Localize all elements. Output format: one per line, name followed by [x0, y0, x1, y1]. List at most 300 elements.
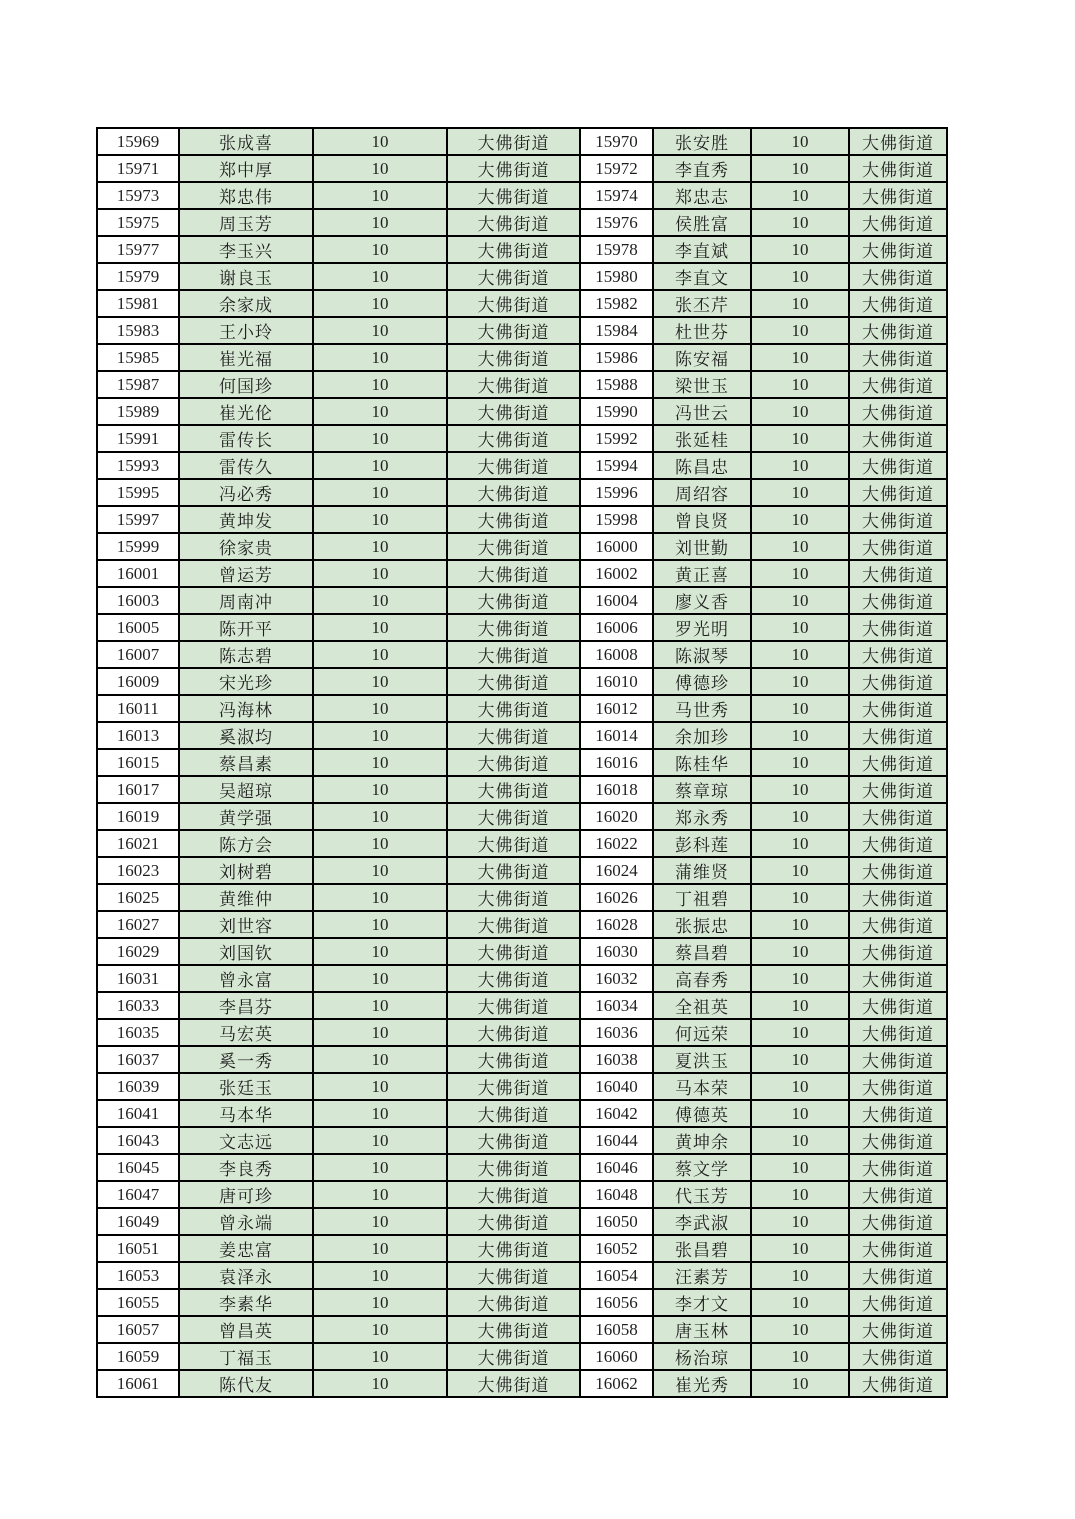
- score-cell: 10: [313, 155, 447, 182]
- table-row: [97, 506, 947, 533]
- serial-cell: 16038: [580, 1046, 653, 1073]
- district-cell: 大佛街道: [447, 803, 580, 830]
- score-cell: 10: [751, 992, 849, 1019]
- serial-cell: 16037: [97, 1046, 179, 1073]
- table-row: [97, 722, 947, 749]
- serial-cell: 16054: [580, 1262, 653, 1289]
- name-cell: 梁世玉: [653, 371, 751, 398]
- serial-cell: 16055: [97, 1289, 179, 1316]
- name-cell: 丁祖碧: [653, 884, 751, 911]
- name-cell: 徐家贵: [179, 533, 313, 560]
- name-cell: 李玉兴: [179, 236, 313, 263]
- score-cell: 10: [313, 452, 447, 479]
- name-cell: 黄学强: [179, 803, 313, 830]
- name-cell: 陈昌忠: [653, 452, 751, 479]
- name-cell: 崔光伦: [179, 398, 313, 425]
- district-cell: 大佛街道: [849, 1100, 947, 1127]
- score-cell: 10: [751, 695, 849, 722]
- serial-cell: 16019: [97, 803, 179, 830]
- serial-cell: 16026: [580, 884, 653, 911]
- district-cell: 大佛街道: [447, 1316, 580, 1343]
- name-cell: 蔡文学: [653, 1154, 751, 1181]
- district-cell: 大佛街道: [447, 965, 580, 992]
- serial-cell: 16046: [580, 1154, 653, 1181]
- district-cell: 大佛街道: [447, 695, 580, 722]
- district-cell: 大佛街道: [447, 776, 580, 803]
- name-cell: 陈淑琴: [653, 641, 751, 668]
- serial-cell: 16036: [580, 1019, 653, 1046]
- table-row: [97, 776, 947, 803]
- score-cell: 10: [313, 506, 447, 533]
- district-cell: 大佛街道: [849, 965, 947, 992]
- name-cell: 姜忠富: [179, 1235, 313, 1262]
- name-cell: 奚一秀: [179, 1046, 313, 1073]
- district-cell: 大佛街道: [447, 452, 580, 479]
- table-row: [97, 344, 947, 371]
- table-row: [97, 155, 947, 182]
- score-cell: 10: [751, 911, 849, 938]
- score-cell: 10: [751, 344, 849, 371]
- serial-cell: 15969: [97, 128, 179, 155]
- district-cell: 大佛街道: [849, 1073, 947, 1100]
- serial-cell: 16032: [580, 965, 653, 992]
- serial-cell: 16024: [580, 857, 653, 884]
- table-row: [97, 587, 947, 614]
- name-cell: 张成喜: [179, 128, 313, 155]
- district-cell: 大佛街道: [849, 1316, 947, 1343]
- name-cell: 黄坤发: [179, 506, 313, 533]
- score-cell: 10: [751, 857, 849, 884]
- score-cell: 10: [751, 722, 849, 749]
- serial-cell: 16033: [97, 992, 179, 1019]
- serial-cell: 16002: [580, 560, 653, 587]
- serial-cell: 15975: [97, 209, 179, 236]
- table-row: [97, 560, 947, 587]
- serial-cell: 15974: [580, 182, 653, 209]
- name-cell: 崔光秀: [653, 1370, 751, 1397]
- serial-cell: 16047: [97, 1181, 179, 1208]
- name-cell: 冯必秀: [179, 479, 313, 506]
- district-cell: 大佛街道: [447, 371, 580, 398]
- district-cell: 大佛街道: [849, 1289, 947, 1316]
- district-cell: 大佛街道: [447, 1127, 580, 1154]
- table-row: [97, 1289, 947, 1316]
- table-row: [97, 1127, 947, 1154]
- district-cell: 大佛街道: [849, 344, 947, 371]
- table-row: [97, 1370, 947, 1397]
- district-cell: 大佛街道: [849, 614, 947, 641]
- serial-cell: 16021: [97, 830, 179, 857]
- name-cell: 傅德珍: [653, 668, 751, 695]
- district-cell: 大佛街道: [849, 182, 947, 209]
- score-cell: 10: [751, 1289, 849, 1316]
- district-cell: 大佛街道: [447, 317, 580, 344]
- score-cell: 10: [313, 722, 447, 749]
- score-cell: 10: [313, 317, 447, 344]
- name-cell: 郑忠伟: [179, 182, 313, 209]
- district-cell: 大佛街道: [447, 1208, 580, 1235]
- district-cell: 大佛街道: [849, 317, 947, 344]
- table-row: [97, 1316, 947, 1343]
- score-cell: 10: [313, 857, 447, 884]
- serial-cell: 15989: [97, 398, 179, 425]
- district-cell: 大佛街道: [849, 452, 947, 479]
- score-cell: 10: [751, 533, 849, 560]
- district-cell: 大佛街道: [849, 371, 947, 398]
- name-cell: 宋光珍: [179, 668, 313, 695]
- serial-cell: 16013: [97, 722, 179, 749]
- table-row: [97, 668, 947, 695]
- score-cell: 10: [313, 425, 447, 452]
- score-cell: 10: [751, 1181, 849, 1208]
- serial-cell: 16043: [97, 1127, 179, 1154]
- serial-cell: 15979: [97, 263, 179, 290]
- name-cell: 蒲维贤: [653, 857, 751, 884]
- district-cell: 大佛街道: [447, 344, 580, 371]
- district-cell: 大佛街道: [447, 668, 580, 695]
- score-cell: 10: [313, 1154, 447, 1181]
- name-cell: 吴超琼: [179, 776, 313, 803]
- serial-cell: 16012: [580, 695, 653, 722]
- name-cell: 马世秀: [653, 695, 751, 722]
- district-cell: 大佛街道: [849, 1127, 947, 1154]
- name-cell: 余家成: [179, 290, 313, 317]
- name-cell: 刘树碧: [179, 857, 313, 884]
- table-row: [97, 884, 947, 911]
- table-row: [97, 263, 947, 290]
- score-cell: 10: [751, 884, 849, 911]
- score-cell: 10: [751, 1019, 849, 1046]
- serial-cell: 15996: [580, 479, 653, 506]
- district-cell: 大佛街道: [849, 1154, 947, 1181]
- score-cell: 10: [313, 182, 447, 209]
- table-row: [97, 938, 947, 965]
- score-cell: 10: [751, 560, 849, 587]
- name-cell: 崔光福: [179, 344, 313, 371]
- score-cell: 10: [313, 560, 447, 587]
- table-row: [97, 857, 947, 884]
- district-cell: 大佛街道: [447, 587, 580, 614]
- district-cell: 大佛街道: [447, 263, 580, 290]
- name-cell: 奚淑均: [179, 722, 313, 749]
- score-cell: 10: [313, 992, 447, 1019]
- score-cell: 10: [313, 695, 447, 722]
- score-cell: 10: [751, 1127, 849, 1154]
- district-cell: 大佛街道: [849, 425, 947, 452]
- serial-cell: 16020: [580, 803, 653, 830]
- district-cell: 大佛街道: [447, 884, 580, 911]
- name-cell: 张昌碧: [653, 1235, 751, 1262]
- district-cell: 大佛街道: [849, 1208, 947, 1235]
- table-row: [97, 803, 947, 830]
- serial-cell: 16048: [580, 1181, 653, 1208]
- table-row: [97, 1046, 947, 1073]
- district-cell: 大佛街道: [447, 533, 580, 560]
- district-cell: 大佛街道: [447, 560, 580, 587]
- serial-cell: 15999: [97, 533, 179, 560]
- table-row: [97, 830, 947, 857]
- serial-cell: 16014: [580, 722, 653, 749]
- score-cell: 10: [751, 425, 849, 452]
- name-cell: 陈志碧: [179, 641, 313, 668]
- serial-cell: 15998: [580, 506, 653, 533]
- score-cell: 10: [313, 830, 447, 857]
- name-cell: 杜世芬: [653, 317, 751, 344]
- district-cell: 大佛街道: [447, 722, 580, 749]
- district-cell: 大佛街道: [447, 155, 580, 182]
- district-cell: 大佛街道: [447, 1262, 580, 1289]
- score-cell: 10: [313, 1181, 447, 1208]
- score-cell: 10: [751, 398, 849, 425]
- serial-cell: 16000: [580, 533, 653, 560]
- table-row: [97, 749, 947, 776]
- score-cell: 10: [751, 668, 849, 695]
- score-cell: 10: [751, 776, 849, 803]
- district-cell: 大佛街道: [849, 1046, 947, 1073]
- name-cell: 代玉芳: [653, 1181, 751, 1208]
- serial-cell: 16003: [97, 587, 179, 614]
- score-cell: 10: [751, 1073, 849, 1100]
- serial-cell: 15976: [580, 209, 653, 236]
- district-cell: 大佛街道: [849, 209, 947, 236]
- table-row: [97, 290, 947, 317]
- name-cell: 侯胜富: [653, 209, 751, 236]
- name-cell: 全祖英: [653, 992, 751, 1019]
- name-cell: 黄维仲: [179, 884, 313, 911]
- serial-cell: 15985: [97, 344, 179, 371]
- serial-cell: 15997: [97, 506, 179, 533]
- score-cell: 10: [751, 641, 849, 668]
- table-row: [97, 1343, 947, 1370]
- table-row: [97, 695, 947, 722]
- serial-cell: 16025: [97, 884, 179, 911]
- score-cell: 10: [751, 1262, 849, 1289]
- serial-cell: 15972: [580, 155, 653, 182]
- name-cell: 傅德英: [653, 1100, 751, 1127]
- score-cell: 10: [751, 1208, 849, 1235]
- name-cell: 黄坤余: [653, 1127, 751, 1154]
- serial-cell: 16035: [97, 1019, 179, 1046]
- name-cell: 彭科莲: [653, 830, 751, 857]
- name-cell: 周南冲: [179, 587, 313, 614]
- score-cell: 10: [751, 290, 849, 317]
- serial-cell: 15978: [580, 236, 653, 263]
- score-cell: 10: [751, 1316, 849, 1343]
- district-cell: 大佛街道: [849, 1235, 947, 1262]
- serial-cell: 16004: [580, 587, 653, 614]
- district-cell: 大佛街道: [447, 209, 580, 236]
- serial-cell: 16050: [580, 1208, 653, 1235]
- score-cell: 10: [751, 1235, 849, 1262]
- score-cell: 10: [313, 1316, 447, 1343]
- name-cell: 冯世云: [653, 398, 751, 425]
- serial-cell: 16040: [580, 1073, 653, 1100]
- score-cell: 10: [313, 911, 447, 938]
- name-cell: 刘国钦: [179, 938, 313, 965]
- name-cell: 雷传长: [179, 425, 313, 452]
- name-cell: 曾良贤: [653, 506, 751, 533]
- name-cell: 陈方会: [179, 830, 313, 857]
- score-cell: 10: [751, 317, 849, 344]
- district-cell: 大佛街道: [447, 1343, 580, 1370]
- score-cell: 10: [751, 479, 849, 506]
- table-row: [97, 452, 947, 479]
- table-row: [97, 317, 947, 344]
- serial-cell: 16041: [97, 1100, 179, 1127]
- serial-cell: 15986: [580, 344, 653, 371]
- district-cell: 大佛街道: [447, 911, 580, 938]
- score-cell: 10: [313, 236, 447, 263]
- table-row: [97, 992, 947, 1019]
- district-cell: 大佛街道: [849, 749, 947, 776]
- serial-cell: 16008: [580, 641, 653, 668]
- table-row: [97, 1262, 947, 1289]
- district-cell: 大佛街道: [447, 1181, 580, 1208]
- score-cell: 10: [313, 1208, 447, 1235]
- score-cell: 10: [313, 1073, 447, 1100]
- serial-cell: 16051: [97, 1235, 179, 1262]
- name-cell: 谢良玉: [179, 263, 313, 290]
- name-cell: 夏洪玉: [653, 1046, 751, 1073]
- score-cell: 10: [313, 1127, 447, 1154]
- serial-cell: 16030: [580, 938, 653, 965]
- score-cell: 10: [313, 1343, 447, 1370]
- name-cell: 陈安福: [653, 344, 751, 371]
- score-cell: 10: [313, 776, 447, 803]
- district-cell: 大佛街道: [447, 938, 580, 965]
- name-cell: 陈桂华: [653, 749, 751, 776]
- score-cell: 10: [751, 209, 849, 236]
- table-row: [97, 1019, 947, 1046]
- name-cell: 李直斌: [653, 236, 751, 263]
- table-row: [97, 1181, 947, 1208]
- table-row: [97, 614, 947, 641]
- score-cell: 10: [313, 803, 447, 830]
- score-cell: 10: [313, 1289, 447, 1316]
- serial-cell: 15984: [580, 317, 653, 344]
- score-cell: 10: [751, 1046, 849, 1073]
- score-cell: 10: [751, 263, 849, 290]
- serial-cell: 16057: [97, 1316, 179, 1343]
- serial-cell: 15970: [580, 128, 653, 155]
- serial-cell: 16053: [97, 1262, 179, 1289]
- table-row: [97, 425, 947, 452]
- score-cell: 10: [751, 749, 849, 776]
- serial-cell: 16011: [97, 695, 179, 722]
- serial-cell: 16031: [97, 965, 179, 992]
- serial-cell: 15991: [97, 425, 179, 452]
- serial-cell: 15973: [97, 182, 179, 209]
- score-cell: 10: [313, 884, 447, 911]
- district-cell: 大佛街道: [447, 1370, 580, 1397]
- district-cell: 大佛街道: [849, 587, 947, 614]
- district-cell: 大佛街道: [447, 1046, 580, 1073]
- table-row: [97, 1208, 947, 1235]
- name-cell: 李直文: [653, 263, 751, 290]
- serial-cell: 16027: [97, 911, 179, 938]
- score-cell: 10: [313, 965, 447, 992]
- name-cell: 周绍容: [653, 479, 751, 506]
- district-cell: 大佛街道: [849, 398, 947, 425]
- name-cell: 郑中厚: [179, 155, 313, 182]
- district-cell: 大佛街道: [849, 1019, 947, 1046]
- name-cell: 丁福玉: [179, 1343, 313, 1370]
- name-cell: 罗光明: [653, 614, 751, 641]
- district-cell: 大佛街道: [849, 263, 947, 290]
- name-cell: 李武淑: [653, 1208, 751, 1235]
- serial-cell: 16060: [580, 1343, 653, 1370]
- district-cell: 大佛街道: [849, 290, 947, 317]
- score-cell: 10: [751, 1154, 849, 1181]
- score-cell: 10: [313, 1235, 447, 1262]
- score-cell: 10: [313, 344, 447, 371]
- district-cell: 大佛街道: [849, 236, 947, 263]
- district-cell: 大佛街道: [849, 560, 947, 587]
- name-cell: 马本华: [179, 1100, 313, 1127]
- district-cell: 大佛街道: [849, 830, 947, 857]
- score-cell: 10: [751, 371, 849, 398]
- district-cell: 大佛街道: [447, 830, 580, 857]
- name-cell: 何远荣: [653, 1019, 751, 1046]
- table-row: [97, 1100, 947, 1127]
- district-cell: 大佛街道: [447, 506, 580, 533]
- name-cell: 马本荣: [653, 1073, 751, 1100]
- score-cell: 10: [313, 1019, 447, 1046]
- score-cell: 10: [313, 749, 447, 776]
- district-cell: 大佛街道: [447, 857, 580, 884]
- serial-cell: 15980: [580, 263, 653, 290]
- district-cell: 大佛街道: [447, 641, 580, 668]
- score-cell: 10: [751, 506, 849, 533]
- serial-cell: 16007: [97, 641, 179, 668]
- score-cell: 10: [751, 803, 849, 830]
- table-row: [97, 209, 947, 236]
- district-cell: 大佛街道: [447, 992, 580, 1019]
- name-cell: 马宏英: [179, 1019, 313, 1046]
- district-cell: 大佛街道: [447, 1073, 580, 1100]
- name-cell: 李素华: [179, 1289, 313, 1316]
- score-cell: 10: [751, 182, 849, 209]
- serial-cell: 16059: [97, 1343, 179, 1370]
- district-cell: 大佛街道: [849, 668, 947, 695]
- score-cell: 10: [313, 533, 447, 560]
- district-cell: 大佛街道: [849, 722, 947, 749]
- serial-cell: 15981: [97, 290, 179, 317]
- score-cell: 10: [751, 830, 849, 857]
- score-cell: 10: [313, 263, 447, 290]
- table-row: [97, 641, 947, 668]
- table-row: [97, 965, 947, 992]
- name-cell: 文志远: [179, 1127, 313, 1154]
- serial-cell: 16001: [97, 560, 179, 587]
- serial-cell: 16017: [97, 776, 179, 803]
- serial-cell: 15983: [97, 317, 179, 344]
- score-cell: 10: [313, 479, 447, 506]
- name-cell: 蔡昌素: [179, 749, 313, 776]
- name-cell: 汪素芳: [653, 1262, 751, 1289]
- name-cell: 冯海林: [179, 695, 313, 722]
- name-cell: 刘世勤: [653, 533, 751, 560]
- district-cell: 大佛街道: [849, 884, 947, 911]
- serial-cell: 16023: [97, 857, 179, 884]
- score-cell: 10: [313, 1370, 447, 1397]
- district-cell: 大佛街道: [447, 1154, 580, 1181]
- name-cell: 余加珍: [653, 722, 751, 749]
- name-cell: 雷传久: [179, 452, 313, 479]
- name-cell: 唐可珍: [179, 1181, 313, 1208]
- name-cell: 曾运芳: [179, 560, 313, 587]
- name-cell: 曾永富: [179, 965, 313, 992]
